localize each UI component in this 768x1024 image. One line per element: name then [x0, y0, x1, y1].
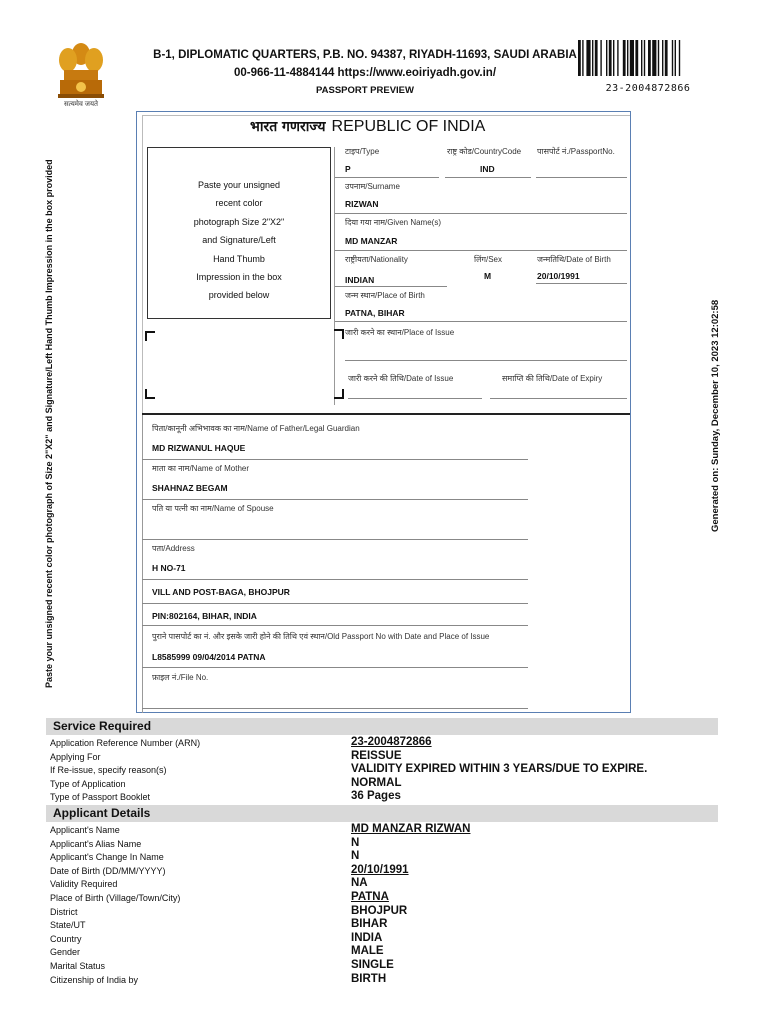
detail-value: VALIDITY EXPIRED WITHIN 3 YEARS/DUE TO EXPIRE.: [351, 763, 648, 776]
detail-label: Place of Birth (Village/Town/City): [50, 893, 181, 903]
underline: [536, 177, 627, 178]
underline: [345, 360, 627, 361]
father-name-value: MD RIZWANUL HAQUE: [152, 443, 246, 453]
detail-value: PATNA: [351, 891, 389, 903]
barcode-number: 23-2004872866: [605, 83, 691, 94]
address-line-2: VILL AND POST-BAGA, BHOJPUR: [152, 587, 290, 597]
detail-value: N: [351, 850, 360, 863]
pob-value: PATNA, BIHAR: [345, 308, 405, 318]
detail-value: BIRTH: [351, 972, 387, 985]
detail-value: REISSUE: [351, 749, 402, 762]
detail-label: Validity Required: [50, 879, 118, 890]
underline: [142, 625, 528, 626]
photo-instruction-line: Hand Thumb: [213, 253, 265, 264]
detail-label: Applicant's Alias Name: [50, 838, 142, 849]
corner-mark: [145, 331, 155, 341]
underline: [335, 213, 627, 214]
detail-value: BHOJPUR: [351, 904, 408, 917]
old-passport-label: पुराने पासपोर्ट का नं. और इसके जारी होने की तिथि एवं स्थान/Old Passport No with Date and Place of Issue: [152, 632, 490, 641]
page-title: PASSPORT PREVIEW: [315, 85, 414, 96]
country-code-value: IND: [480, 164, 495, 174]
detail-label: Date of Birth (DD/MM/YYYY): [50, 865, 166, 876]
photo-instructions: [148, 176, 330, 305]
detail-label: Type of Application: [50, 778, 126, 789]
underline: [335, 286, 447, 287]
nationality-value: INDIAN: [345, 275, 375, 285]
corner-mark: [145, 389, 155, 399]
underline: [335, 250, 627, 251]
card-title: [250, 117, 550, 136]
dob-label: जन्मतिथि/Date of Birth: [537, 255, 611, 264]
surname-label: उपनाम/Surname: [345, 182, 400, 191]
address-label: पता/Address: [152, 544, 195, 553]
underline: [142, 603, 528, 604]
address-line-3: PIN:802164, BIHAR, INDIA: [152, 611, 257, 621]
detail-label: Type of Passport Booklet: [50, 792, 151, 803]
photo-instruction-line: Paste your unsigned: [197, 180, 281, 190]
mother-name-value: SHAHNAZ BEGAM: [152, 483, 228, 493]
photo-instruction-line: provided below: [208, 290, 270, 301]
motto-text: सत्यमेव जयते: [63, 101, 99, 108]
detail-label: If Re-issue, specify reason(s): [50, 765, 167, 776]
card-title-english: REPUBLIC OF INDIA: [331, 118, 486, 135]
underline: [142, 708, 528, 709]
underline: [445, 177, 531, 178]
underline: [142, 539, 528, 540]
embassy-phone-url: 00-966-11-4884144 https://www.eoiriyadh.gov.in/: [233, 67, 497, 79]
place-of-issue-label: जारी करने का स्थान/Place of Issue: [345, 328, 455, 337]
address-line-1: H NO-71: [152, 563, 186, 573]
sex-label: लिंग/Sex: [474, 255, 503, 264]
father-name-label: पिता/कानूनी अभिभावक का नाम/Name of Father/Legal Guardian: [152, 424, 360, 433]
applicant-details-heading: Applicant Details: [46, 805, 718, 822]
old-passport-value: L8585999 09/04/2014 PATNA: [152, 652, 266, 662]
underline: [335, 321, 627, 322]
spouse-name-label: पति या पत्नी का नाम/Name of Spouse: [152, 504, 274, 513]
generated-timestamp: Generated on: Sunday, December 10, 2023 12:02:58: [710, 299, 721, 532]
underline: [142, 579, 528, 580]
sex-value: M: [484, 271, 492, 281]
underline: [348, 398, 482, 399]
detail-label: Applying For: [50, 751, 101, 762]
detail-value: MALE: [351, 945, 384, 958]
mother-name-label: माता का नाम/Name of Mother: [152, 464, 250, 473]
photo-instruction-line: recent color: [215, 198, 263, 209]
service-required-heading: Service Required: [46, 718, 718, 735]
date-of-expiry-label: समाप्ति की तिथि/Date of Expiry: [502, 374, 603, 383]
underline: [490, 398, 627, 399]
underline: [142, 459, 528, 460]
pob-label: जन्म स्थान/Place of Birth: [345, 291, 425, 300]
card-title-hindi: भारत गणराज्य: [250, 119, 326, 135]
dob-value: 20/10/1991: [537, 271, 580, 281]
detail-value: N: [351, 836, 360, 849]
given-name-label: दिया गया नाम/Given Name(s): [345, 218, 442, 227]
detail-label: Citizenship of India by: [50, 974, 139, 985]
detail-label: Applicant's Change In Name: [50, 852, 164, 863]
detail-label: Marital Status: [50, 961, 106, 971]
detail-label: Applicant's Name: [50, 825, 120, 835]
embassy-address: B-1, DIPLOMATIC QUARTERS, P.B. NO. 94387, RIYADH-11693, SAUDI ARABIA: [153, 49, 577, 61]
photo-instruction-vertical: Paste your unsigned recent color photograph of Size 2"X2" and Signature/Left Hand Thumb Impression in the box provided: [44, 159, 54, 688]
section-divider: [142, 413, 630, 415]
detail-label: Application Reference Number (ARN): [50, 738, 201, 748]
nationality-label: राष्ट्रीयता/Nationality: [345, 255, 408, 264]
detail-value: INDIA: [351, 931, 383, 944]
detail-label: Country: [50, 933, 82, 944]
detail-label: Gender: [50, 947, 81, 958]
detail-value: BIHAR: [351, 918, 388, 931]
underline: [536, 283, 627, 284]
photo-box: [147, 147, 331, 319]
detail-value: 36 Pages: [351, 790, 401, 803]
photo-instruction-line: and Signature/Left: [202, 235, 276, 246]
passport-no-label: पासपोर्ट नं./PassportNo.: [537, 147, 615, 156]
detail-value: MD MANZAR RIZWAN: [351, 823, 471, 835]
barcode-icon: [578, 40, 718, 76]
underline: [142, 667, 528, 668]
detail-value: NORMAL: [351, 776, 402, 789]
type-label: टाइप/Type: [345, 147, 380, 156]
date-of-issue-label: जारी करने की तिथि/Date of Issue: [348, 374, 454, 383]
corner-mark: [334, 389, 344, 399]
detail-value: 20/10/1991: [351, 863, 409, 876]
country-code-label: राष्ट्र कोड/CountryCode: [447, 147, 522, 156]
detail-value: NA: [351, 877, 368, 890]
corner-mark: [334, 329, 344, 339]
type-value: P: [345, 164, 351, 174]
given-name-value: MD MANZAR: [345, 236, 398, 246]
photo-instruction-line: Impression in the box: [196, 272, 282, 283]
file-no-label: फ़ाइल नं./File No.: [152, 673, 209, 682]
detail-label: State/UT: [50, 920, 86, 931]
divider: [334, 147, 335, 405]
underline: [335, 177, 439, 178]
underline: [142, 499, 528, 500]
detail-label: District: [50, 906, 78, 917]
detail-value: 23-2004872866: [351, 736, 432, 748]
detail-value: SINGLE: [351, 959, 394, 971]
photo-instruction-line: photograph Size 2"X2": [193, 216, 285, 227]
surname-value: RIZWAN: [345, 199, 379, 209]
